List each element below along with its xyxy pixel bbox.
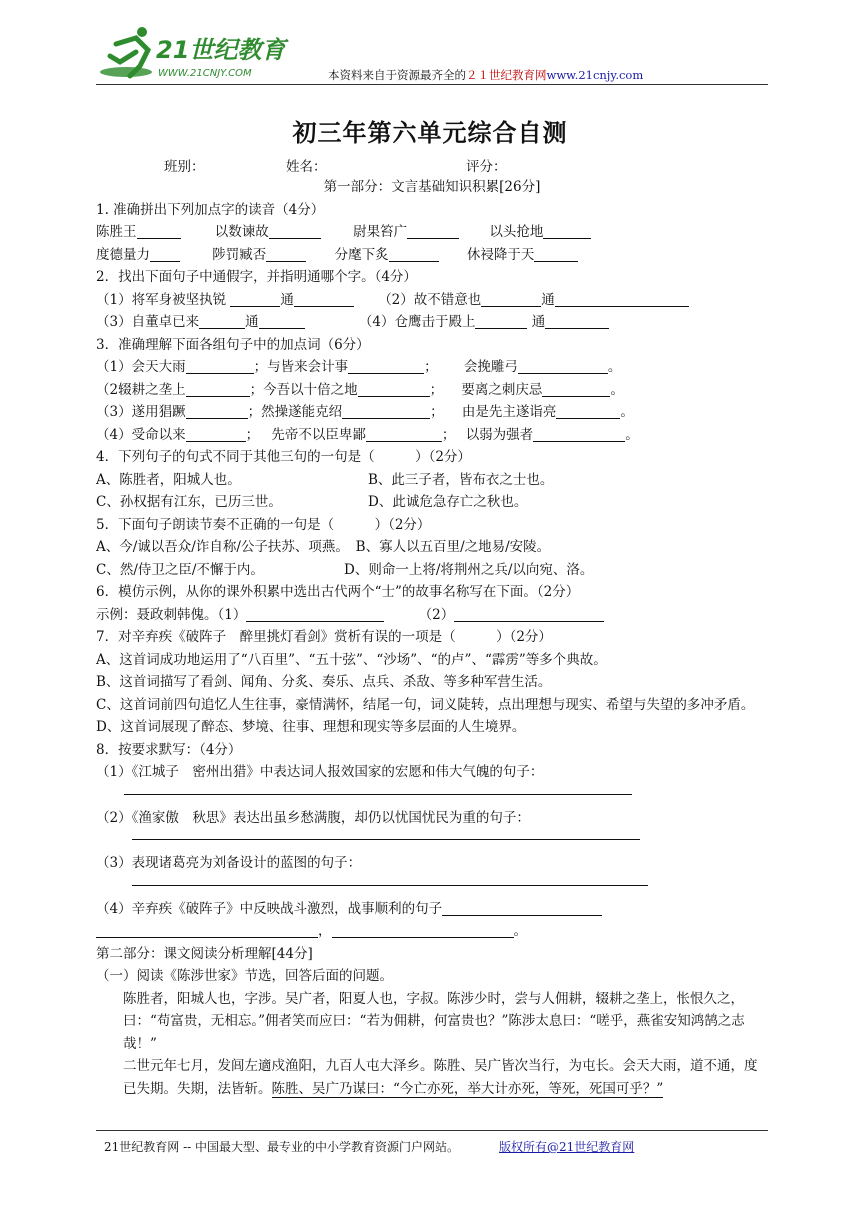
copyright-link[interactable]: 版权所有@21世纪教育网	[499, 1140, 635, 1154]
answer-blank[interactable]	[556, 402, 620, 419]
q3-row4: （4）受命以来 ； 先帝不以臣卑鄙 ； 以弱为强者 。	[96, 426, 639, 443]
answer-blank[interactable]	[186, 402, 248, 419]
answer-line[interactable]	[132, 829, 640, 840]
answer-blank[interactable]	[150, 245, 180, 262]
q7-option-d: D、这首词展现了醉态、梦境、往事、理想和现实等多层面的人生境界。	[96, 719, 526, 735]
logo-text: 21世纪教育	[156, 36, 286, 64]
q8-s4: （4）辛弃疾《破阵子》中反映战斗激烈，战事顺利的句子	[96, 898, 768, 921]
answer-blank[interactable]	[555, 290, 689, 307]
score-label: 评分：	[466, 159, 507, 175]
q8-s3: （3）表现诸葛亮为刘备设计的蓝图的句子：	[96, 855, 362, 871]
answer-blank[interactable]	[294, 290, 354, 307]
page-title: 初三年第六单元综合自测	[292, 119, 568, 147]
q3-stem: 3．准确理解下面各组句子中的加点词（6分）	[96, 336, 370, 353]
answer-blank[interactable]	[407, 222, 459, 239]
answer-blank[interactable]	[533, 425, 625, 442]
answer-blank[interactable]	[534, 245, 578, 262]
answer-blank[interactable]	[358, 380, 430, 397]
footer-divider	[96, 1130, 768, 1131]
answer-line[interactable]	[124, 784, 632, 795]
page-header	[96, 18, 768, 88]
answer-blank[interactable]	[186, 380, 250, 397]
q1-row2: 度德量力 陟罚臧否 分麾下炙 休祲降于天	[96, 244, 768, 267]
reading-paragraph-2: 二世元年七月，发闾左適戍渔阳，九百人屯大泽乡。陈胜、吴广皆次当行，为屯长。会天大雨，道不通，度已失期。失期，法皆斩。陈胜、吴广乃谋曰：“今亡亦死，举大计亦死，等死，死国可乎？”	[123, 1058, 758, 1097]
underlined-sentence: 陈胜、吴广乃谋曰：“今亡亦死，举大计亦死，等死，死国可乎？”	[271, 1080, 664, 1097]
exam-content	[96, 176, 768, 1100]
class-label: 班别：	[164, 159, 205, 175]
answer-line[interactable]	[132, 875, 648, 886]
answer-blank[interactable]	[199, 312, 245, 329]
q1-row1: 陈胜王 以数谏故 尉果笞广 以头抢地	[96, 221, 768, 244]
q7-option-c: C、这首词前四句追忆人生往事，豪情满怀，结尾一句，词义陡转，点出理想与现实、希望与失望的多冲矛盾。	[96, 696, 755, 713]
q1-stem: 1. 准确拼出下列加点字的读音（4分）	[96, 201, 325, 218]
q8-stem: 8．按要求默写：（4分）	[96, 741, 242, 758]
part1-heading: 第一部分：文言基础知识积累[26分]	[323, 179, 541, 195]
answer-blank[interactable]	[543, 222, 591, 239]
source-line: 本资料来自于资源最齐全的２１世纪教育网www.21cnjy.com	[328, 68, 644, 82]
q6-answer: 示例：聂政刺韩傀。（1） （2）	[96, 604, 768, 627]
answer-blank[interactable]	[518, 357, 608, 374]
answer-blank[interactable]	[475, 312, 527, 329]
answer-blank[interactable]	[266, 245, 306, 262]
q2-row2: （3）自董卓已来 通 （4）仓鹰击于殿上 通	[96, 311, 768, 334]
logo-url: WWW.21CNJY.COM	[158, 68, 252, 79]
answer-blank[interactable]	[259, 312, 305, 329]
q3-row3: （3）遂用猖蹶 ；然操遂能克绍 ； 由是先主遂诣亮 。	[96, 404, 634, 420]
reading-intro: （一）阅读《陈涉世家》节选，回答后面的问题。	[96, 968, 393, 984]
q3-row1: （1）会天大雨 ；与皆来会计事 ； 会挽雕弓 。	[96, 359, 622, 375]
q4-cd: C、孙权据有江东，已历三世。 D、此诚危急存亡之秋也。	[96, 494, 528, 510]
q2-stem: 2．找出下面句子中通假字，并指明通哪个字。（4分）	[96, 269, 417, 285]
logo-21cnjy	[96, 22, 306, 84]
page-footer: 21世纪教育网 -- 中国最大型、最专业的中小学教育资源门户网站。 版权所有@21世纪教育网	[104, 1140, 635, 1154]
answer-blank[interactable]	[230, 290, 280, 307]
q7-stem: 7．对辛弃疾《破阵子 醉里挑灯看剑》赏析有误的一项是（ ）（2分）	[96, 629, 552, 645]
q7-option-b: B、这首词描写了看剑、闻角、分炙、奏乐、点兵、杀敌、等多种军营生活。	[96, 674, 552, 690]
q7-option-a: A、这首词成功地运用了“八百里”、“五十弦”、“沙场”、“的卢”、“霹雳”等多个典故。	[96, 651, 607, 668]
header-divider	[96, 84, 768, 85]
q8-s4-cont: ， 。	[96, 920, 768, 943]
q2-row1: （1）将军身被坚执锐 通 （2）故不错意也 通	[96, 289, 768, 312]
answer-blank[interactable]	[186, 357, 254, 374]
answer-blank[interactable]	[545, 312, 609, 329]
answer-blank[interactable]	[269, 222, 321, 239]
name-label: 姓名：	[286, 159, 327, 175]
answer-blank[interactable]	[366, 425, 442, 442]
reading-paragraph-1: 陈胜者，阳城人也，字涉。吴广者，阳夏人也，字叔。陈涉少时，尝与人佣耕，辍耕之垄上，怅恨久之，曰：“苟富贵，无相忘。”佣者笑而应曰：“若为佣耕，何富贵也？”陈涉太息曰：“嗟乎，燕雀安知鸿鹄之志哉！”	[123, 990, 745, 1052]
answer-blank[interactable]	[186, 425, 246, 442]
q5-stem: 5．下面句子朗读节奏不正确的一句是（ ）（2分）	[96, 516, 431, 533]
answer-blank[interactable]	[332, 921, 514, 938]
part2-heading: 第二部分：课文阅读分析理解[44分]	[96, 945, 313, 962]
source-url-link[interactable]: www.21cnjy.com	[546, 68, 644, 82]
q8-s2: （2）《渔家傲 秋思》表达出虽乡愁满腹，却仍以忧国忧民为重的句子：	[96, 809, 530, 826]
q5-cd: C、然/侍卫之臣/不懈于内。 D、则命一上将/将荆州之兵/以向宛、洛。	[96, 561, 594, 578]
answer-blank[interactable]	[542, 380, 610, 397]
answer-blank[interactable]	[348, 357, 424, 374]
q8-s1: （1）《江城子 密州出猎》中表达词人报效国家的宏愿和伟大气魄的句子：	[96, 764, 544, 780]
answer-blank[interactable]	[389, 245, 439, 262]
answer-blank[interactable]	[481, 290, 541, 307]
answer-blank[interactable]	[342, 402, 430, 419]
answer-blank[interactable]	[442, 899, 602, 916]
answer-blank[interactable]	[137, 222, 181, 239]
q3-row2: （2辍耕之垄上 ；今吾以十倍之地 ； 要离之刺庆忌 。	[96, 381, 624, 398]
answer-blank[interactable]	[454, 605, 604, 622]
q5-ab: A、今/诚以吾众/诈自称/公子扶苏、项燕。 B、寡人以五百里/之地易/安陵。	[96, 539, 551, 555]
answer-blank[interactable]	[96, 921, 318, 938]
q4-stem: 4．下列句子的句式不同于其他三句的一句是（ ）（2分）	[96, 449, 471, 465]
answer-blank[interactable]	[246, 605, 384, 622]
q6-stem: 6．模仿示例，从你的课外积累中选出古代两个“士”的故事名称写在下面。（2分）	[96, 584, 580, 600]
q4-ab: A、陈胜者，阳城人也。 B、此三子者，皆布衣之士也。	[96, 471, 554, 488]
